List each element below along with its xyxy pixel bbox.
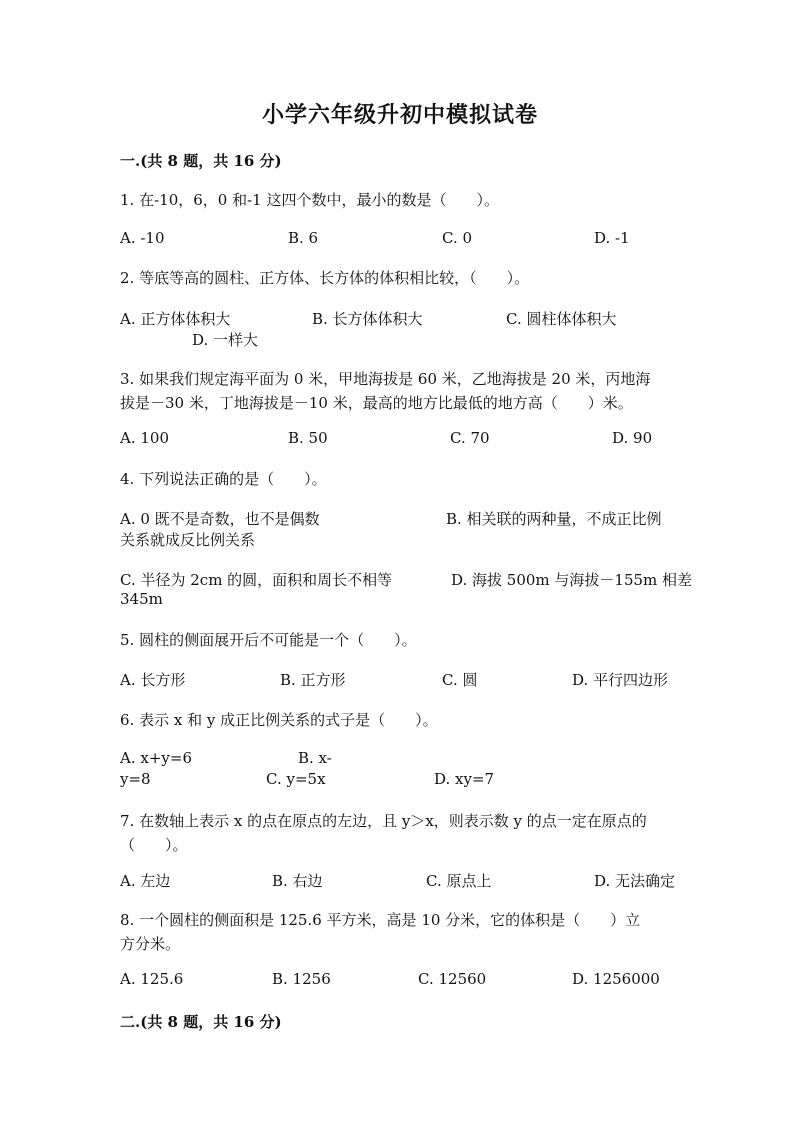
option-a[interactable]: A. 125.6 bbox=[120, 970, 184, 988]
option-b[interactable]: B. x- bbox=[298, 749, 332, 767]
option-d[interactable]: D. 1256000 bbox=[572, 970, 660, 988]
option-d[interactable]: D. 平行四边形 bbox=[572, 671, 669, 689]
option-a[interactable]: A. x+y=6 bbox=[120, 749, 192, 767]
option-b[interactable]: B. 长方体体积大 bbox=[312, 310, 423, 328]
question-6-text: 6. 表示 x 和 y 成正比例关系的式子是（ ）。 bbox=[120, 711, 438, 729]
option-b[interactable]: B. 右边 bbox=[272, 872, 323, 890]
question-1-text: 1. 在-10，6，0 和-1 这四个数中，最小的数是（ ）。 bbox=[120, 191, 499, 209]
question-3-line-2: 拔是－30 米，丁地海拔是－10 米，最高的地方比最低的地方高（ ）米。 bbox=[120, 394, 633, 412]
option-c[interactable]: C. 70 bbox=[450, 429, 490, 447]
option-d[interactable]: D. -1 bbox=[594, 229, 630, 247]
exam-title: 小学六年级升初中模拟试卷 bbox=[261, 102, 538, 128]
option-a[interactable]: A. 长方形 bbox=[120, 671, 186, 689]
section-heading-1: 一.(共 8 题，共 16 分) bbox=[120, 152, 282, 170]
option-c[interactable]: C. 0 bbox=[442, 229, 473, 247]
question-7-line-1: 7. 在数轴上表示 x 的点在原点的左边，且 y＞x，则表示数 y 的点一定在原点的 bbox=[120, 812, 647, 830]
option-d[interactable]: D. 一样大 bbox=[192, 331, 259, 349]
option-b-continued[interactable]: 关系就成反比例关系 bbox=[120, 531, 256, 549]
option-a[interactable]: A. 左边 bbox=[120, 872, 171, 890]
question-8-line-2: 方分米。 bbox=[120, 935, 181, 953]
question-3-options bbox=[120, 429, 680, 451]
question-8-line-1: 8. 一个圆柱的侧面积是 125.6 平方米，高是 10 分米，它的体积是（ ）立 bbox=[120, 911, 641, 929]
question-4-text: 4. 下列说法正确的是（ ）。 bbox=[120, 470, 327, 488]
section-heading-2: 二.(共 8 题，共 16 分) bbox=[120, 1013, 282, 1031]
option-c[interactable]: C. 半径为 2cm 的圆，面积和周长不相等 bbox=[120, 571, 393, 589]
question-8-options bbox=[120, 970, 680, 992]
question-7-text bbox=[120, 809, 680, 857]
question-1-options bbox=[120, 229, 680, 251]
option-d-continued[interactable]: 345m bbox=[120, 590, 163, 608]
option-a[interactable]: A. 0 既不是奇数，也不是偶数 bbox=[120, 510, 320, 528]
option-b[interactable]: B. 50 bbox=[288, 429, 328, 447]
question-7-line-2: （ ）。 bbox=[120, 836, 188, 854]
option-c[interactable]: C. y=5x bbox=[266, 770, 326, 788]
option-b[interactable]: B. 6 bbox=[288, 229, 319, 247]
option-c[interactable]: C. 圆 bbox=[442, 671, 478, 689]
option-c[interactable]: C. 12560 bbox=[418, 970, 487, 988]
question-3-text bbox=[120, 367, 680, 415]
question-7-options bbox=[120, 870, 680, 892]
option-b[interactable]: B. 1256 bbox=[272, 970, 331, 988]
question-5-text: 5. 圆柱的侧面展开后不可能是一个（ ）。 bbox=[120, 631, 417, 649]
option-d[interactable]: D. 无法确定 bbox=[594, 872, 676, 890]
option-a[interactable]: A. -10 bbox=[120, 229, 165, 247]
option-d[interactable]: D. xy=7 bbox=[434, 770, 495, 788]
option-a[interactable]: A. 100 bbox=[120, 429, 169, 447]
question-2-text: 2. 等底等高的圆柱、正方体、长方体的体积相比较，（ ）。 bbox=[120, 269, 530, 287]
option-b-continued[interactable]: y=8 bbox=[120, 770, 151, 788]
question-3-line-1: 3. 如果我们规定海平面为 0 米，甲地海拔是 60 米，乙地海拔是 20 米，丙地海 bbox=[120, 370, 651, 388]
option-c[interactable]: C. 原点上 bbox=[426, 872, 492, 890]
option-a[interactable]: A. 正方体体积大 bbox=[120, 310, 231, 328]
option-d[interactable]: D. 90 bbox=[612, 429, 653, 447]
option-d[interactable]: D. 海拔 500m 与海拔－155m 相差 bbox=[451, 571, 693, 589]
option-b[interactable]: B. 相关联的两种量，不成正比例 bbox=[446, 510, 662, 528]
option-c[interactable]: C. 圆柱体体积大 bbox=[506, 310, 617, 328]
question-8-text bbox=[120, 908, 680, 956]
question-5-options bbox=[120, 669, 680, 691]
question-2-options bbox=[120, 308, 680, 330]
option-b[interactable]: B. 正方形 bbox=[280, 671, 346, 689]
